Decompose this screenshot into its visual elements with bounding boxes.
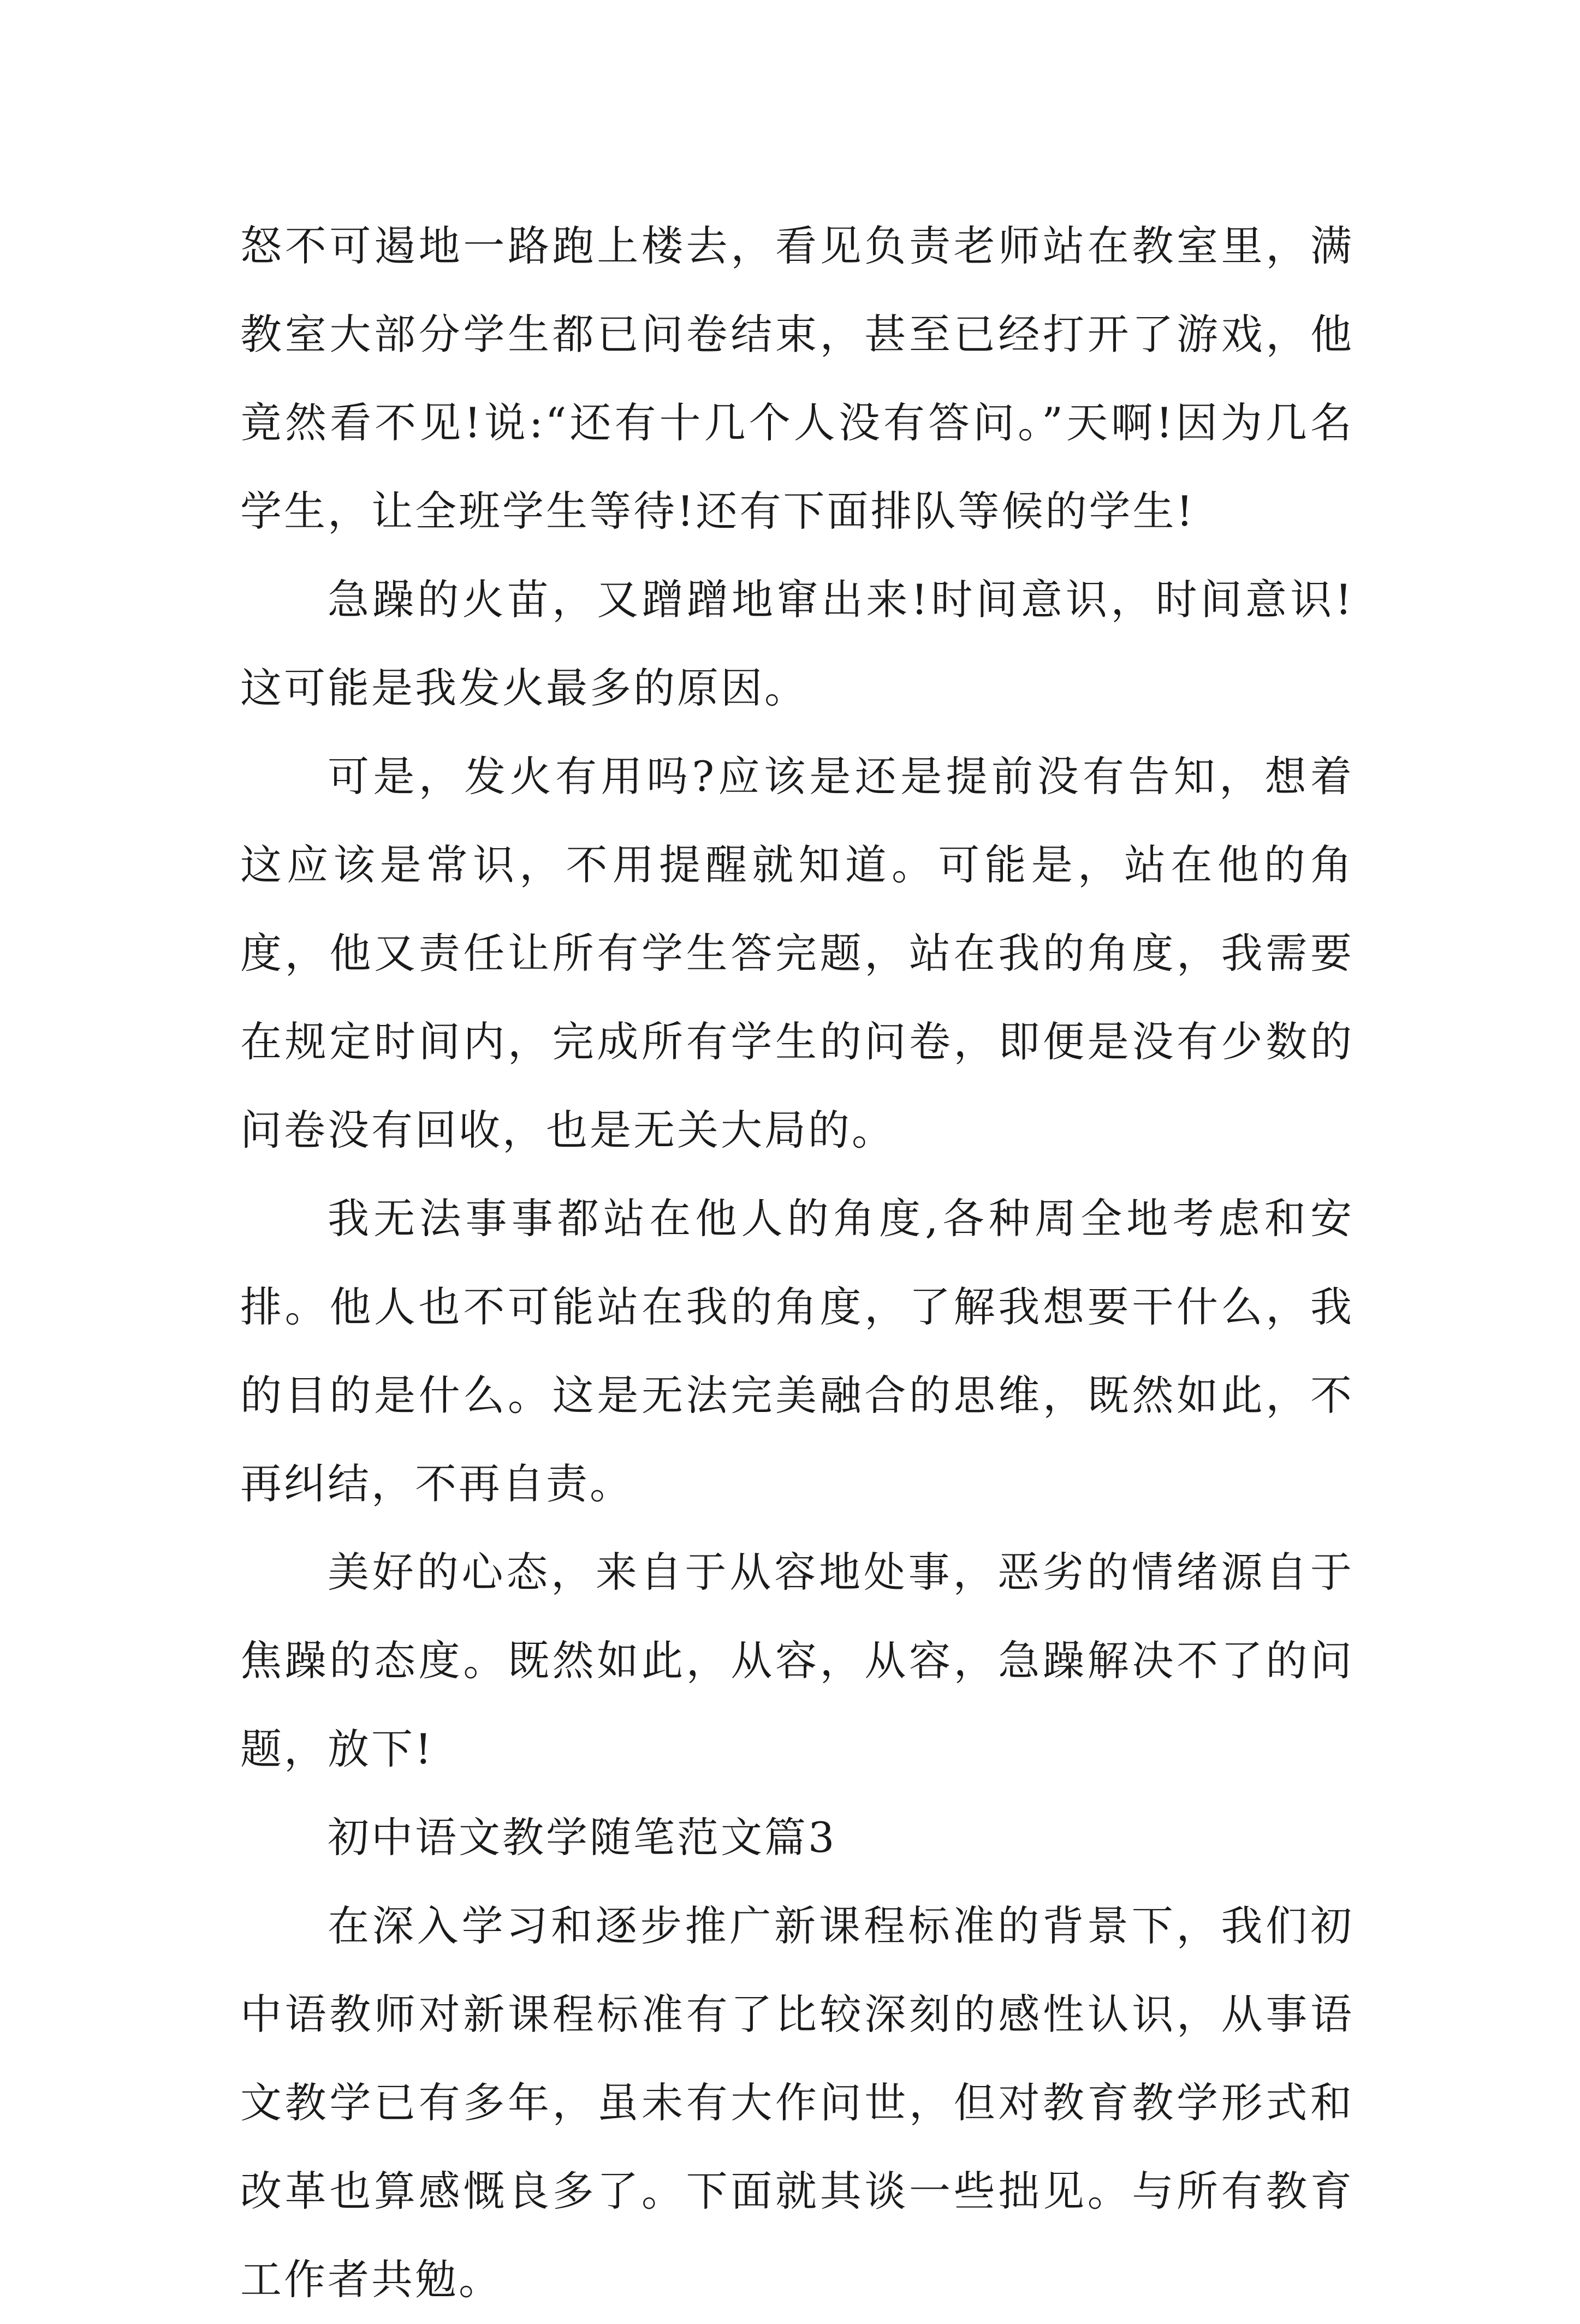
paragraph: 我无法事事都站在他人的角度,各种周全地考虑和安排。他人也不可能站在我的角度，了解我想要干什么，我的目的是什么。这是无法完美融合的思维，既然如此，不再纠结，不再自责。	[240, 1194, 1354, 1508]
paragraph: 美好的心态，来自于从容地处事，恶劣的情绪源自于焦躁的态度。既然如此，从容，从容，急躁解决不了的问题，放下!	[240, 1548, 1354, 1773]
paragraph: 在深入学习和逐步推广新课程标准的背景下，我们初中语教师对新课程标准有了比较深刻的感性认识，从事语文教学已有多年，虽未有大作问世，但对教育教学形式和改革也算感慨良多了。下面就其谈一些拙见。与所有教育工作者共勉。	[240, 1902, 1354, 2304]
paragraph: 可是，发火有用吗?应该是还是提前没有告知，想着这应该是常识，不用提醒就知道。可能是，站在他的角度，他又责任让所有学生答完题，站在我的角度，我需要在规定时间内，完成所有学生的问卷，即便是没有少数的问卷没有回收，也是无关大局的。	[240, 752, 1354, 1154]
paragraph-continued: 怒不可遏地一路跑上楼去，看见负责老师站在教室里，满教室大部分学生都已问卷结束，甚至已经打开了游戏，他竟然看不见!说:“还有十几个人没有答问。”天啊!因为几名学生，让全班学生等待!还有下面排队等候的学生!	[240, 222, 1354, 535]
paragraph: 急躁的火苗，又蹭蹭地窜出来!时间意识，时间意识!这可能是我发火最多的原因。	[240, 575, 1354, 712]
section-heading: 初中语文教学随笔范文篇3	[328, 1813, 837, 1862]
document-body	[240, 202, 1354, 2324]
